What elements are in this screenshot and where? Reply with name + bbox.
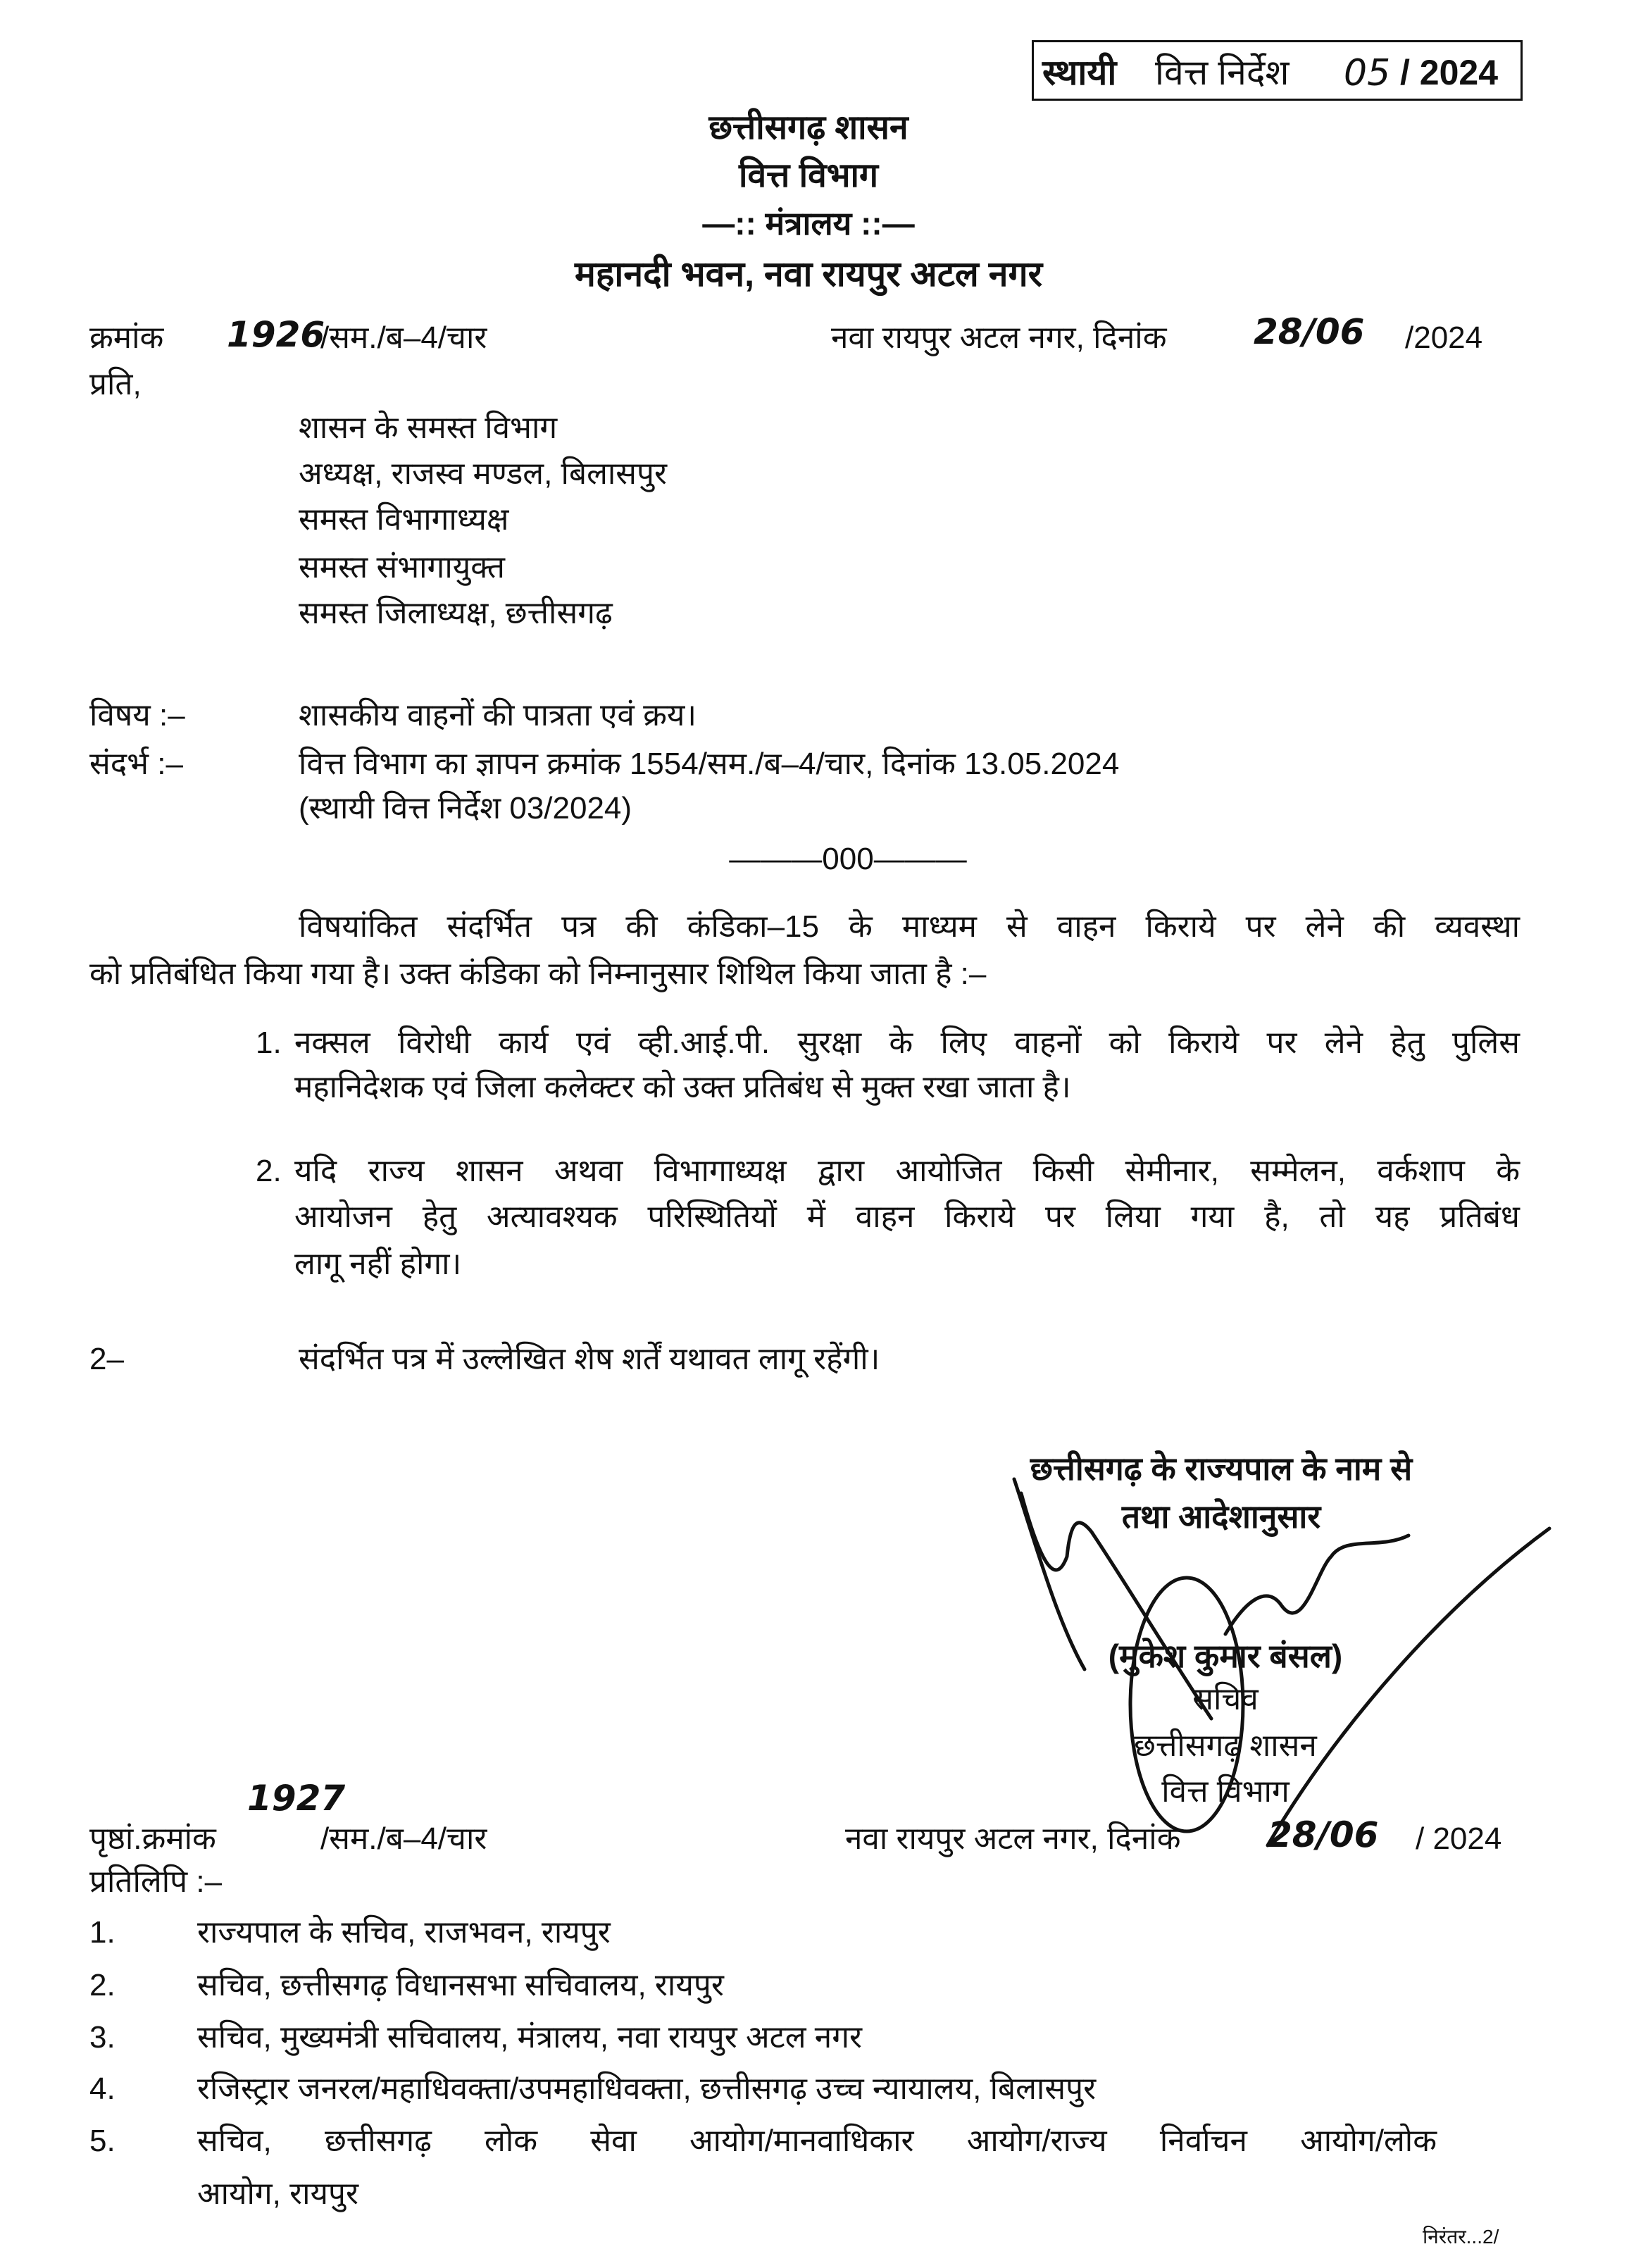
- copy-recipient: राज्यपाल के सचिव, राजभवन, रायपुर: [197, 1915, 611, 1950]
- copy-number: 3.: [89, 2020, 115, 2055]
- signatory-department: वित्त विभाग: [1161, 1774, 1290, 1809]
- paragraph-line: को प्रतिबंधित किया गया है। उक्त कंडिका को निम्नानुसार शिथिल किया जाता है :–: [89, 957, 987, 991]
- signatory-name: (मुकेश कुमार बंसल): [1108, 1638, 1343, 1674]
- to-label: प्रति,: [89, 367, 142, 401]
- reference-label: संदर्भ :–: [89, 747, 183, 781]
- copy-recipient: रजिस्ट्रार जनरल/महाधिवक्ता/उपमहाधिवक्ता, छत्तीसगढ़ उच्च न्यायालय, बिलासपुर: [197, 2071, 1097, 2106]
- recipient: समस्त संभागायुक्त: [299, 550, 505, 585]
- copy-recipient: सचिव, छत्तीसगढ़ विधानसभा सचिवालय, रायपुर: [197, 1968, 724, 2002]
- point-number: 2.: [256, 1154, 282, 1188]
- separator: ———000———: [729, 842, 967, 876]
- copy-recipient-cont: आयोग, रायपुर: [197, 2176, 359, 2211]
- ref-place-date: नवा रायपुर अटल नगर, दिनांक: [831, 320, 1167, 355]
- point-line: लागू नहीं होगा।: [294, 1247, 462, 1281]
- point-line: आयोजन हेतु अत्यावश्यक परिस्थितियों में वाहन किराये पर लिया गया है, तो यह प्रतिबंध: [294, 1200, 1520, 1234]
- copy-label: प्रतिलिपि :–: [89, 1864, 223, 1899]
- subject-text: शासकीय वाहनों की पात्रता एवं क्रय।: [299, 698, 697, 733]
- paragraph-line: विषयांकित संदर्भित पत्र की कंडिका–15 के माध्यम से वाहन किराये पर लेने की व्यवस्था: [299, 909, 1520, 944]
- copy-number: 2.: [89, 1968, 115, 2002]
- header-government: छत्तीसगढ़ शासन: [708, 109, 908, 147]
- copy-number: 1.: [89, 1915, 115, 1950]
- signature-authority: छत्तीसगढ़ के राज्यपाल के नाम से: [1030, 1450, 1413, 1487]
- endorsement-label: पृष्ठां.क्रमांक: [89, 1821, 216, 1856]
- copy-number: 4.: [89, 2071, 115, 2106]
- endorsement-year: / 2024: [1416, 1821, 1502, 1856]
- signatory-government: छत्तीसगढ़ शासन: [1134, 1728, 1317, 1763]
- recipient: समस्त विभागाध्यक्ष: [299, 502, 509, 537]
- stamp-prefix: स्थायी: [1042, 53, 1117, 92]
- endorsement-place-date: नवा रायपुर अटल नगर, दिनांक: [845, 1821, 1181, 1856]
- ref-number: 1926: [227, 314, 325, 355]
- endorsement-suffix: /सम./ब–4/चार: [320, 1821, 487, 1856]
- endorsement-number: 1927: [247, 1778, 346, 1819]
- signature-authority-2: तथा आदेशानुसार: [1121, 1498, 1321, 1535]
- recipient: समस्त जिलाध्यक्ष, छत्तीसगढ़: [299, 596, 613, 630]
- stamp-title: वित्त निर्देश: [1155, 53, 1290, 92]
- point-line: यदि राज्य शासन अथवा विभागाध्यक्ष द्वारा आयोजित किसी सेमीनार, सम्मेलन, वर्कशाप के: [294, 1154, 1520, 1188]
- header-department: वित्त विभाग: [739, 157, 878, 194]
- header-address: महानदी भवन, नवा रायपुर अटल नगर: [574, 254, 1043, 294]
- point-line: महानिदेशक एवं जिला कलेक्टर को उक्त प्रतिबंध से मुक्त रखा जाता है।: [294, 1070, 1071, 1104]
- endorsement-date: 28/06: [1268, 1814, 1379, 1855]
- copy-recipient: सचिव, छत्तीसगढ़ लोक सेवा आयोग/मानवाधिकार आयोग/राज्य निर्वाचन आयोग/लोक: [197, 2124, 1437, 2158]
- reference-text: वित्त विभाग का ज्ञापन क्रमांक 1554/सम./ब–4/चार, दिनांक 13.05.2024: [299, 747, 1120, 781]
- stamp-year: / 2024: [1400, 53, 1499, 92]
- stamp-number: 05: [1344, 52, 1391, 94]
- ref-date: 28/06: [1254, 311, 1365, 352]
- ref-label: क्रमांक: [89, 320, 164, 355]
- ref-suffix: /सम./ब–4/चार: [320, 320, 487, 355]
- point-line: नक्सल विरोधी कार्य एवं व्ही.आई.पी. सुरक्षा के लिए वाहनों को किराये पर लेने हेतु पुलिस: [294, 1026, 1520, 1060]
- signatory-designation: सचिव: [1192, 1682, 1259, 1716]
- copy-number: 5.: [89, 2124, 115, 2158]
- copy-recipient: सचिव, मुख्यमंत्री सचिवालय, मंत्रालय, नवा रायपुर अटल नगर: [197, 2020, 862, 2055]
- ref-year: /2024: [1405, 320, 1483, 355]
- para2-number: 2–: [89, 1342, 124, 1376]
- continued-marker: निरंतर...2/: [1423, 2226, 1499, 2248]
- para2-text: संदर्भित पत्र में उल्लेखित शेष शर्तें यथावत लागू रहेंगी।: [299, 1342, 880, 1376]
- recipient: अध्यक्ष, राजस्व मण्डल, बिलासपुर: [299, 456, 668, 491]
- recipient: शासन के समस्त विभाग: [299, 411, 558, 445]
- point-number: 1.: [256, 1026, 282, 1060]
- header-ministry: —:: मंत्रालय ::—: [702, 205, 915, 242]
- reference-text-2: (स्थायी वित्त निर्देश 03/2024): [299, 791, 632, 825]
- subject-label: विषय :–: [89, 698, 185, 733]
